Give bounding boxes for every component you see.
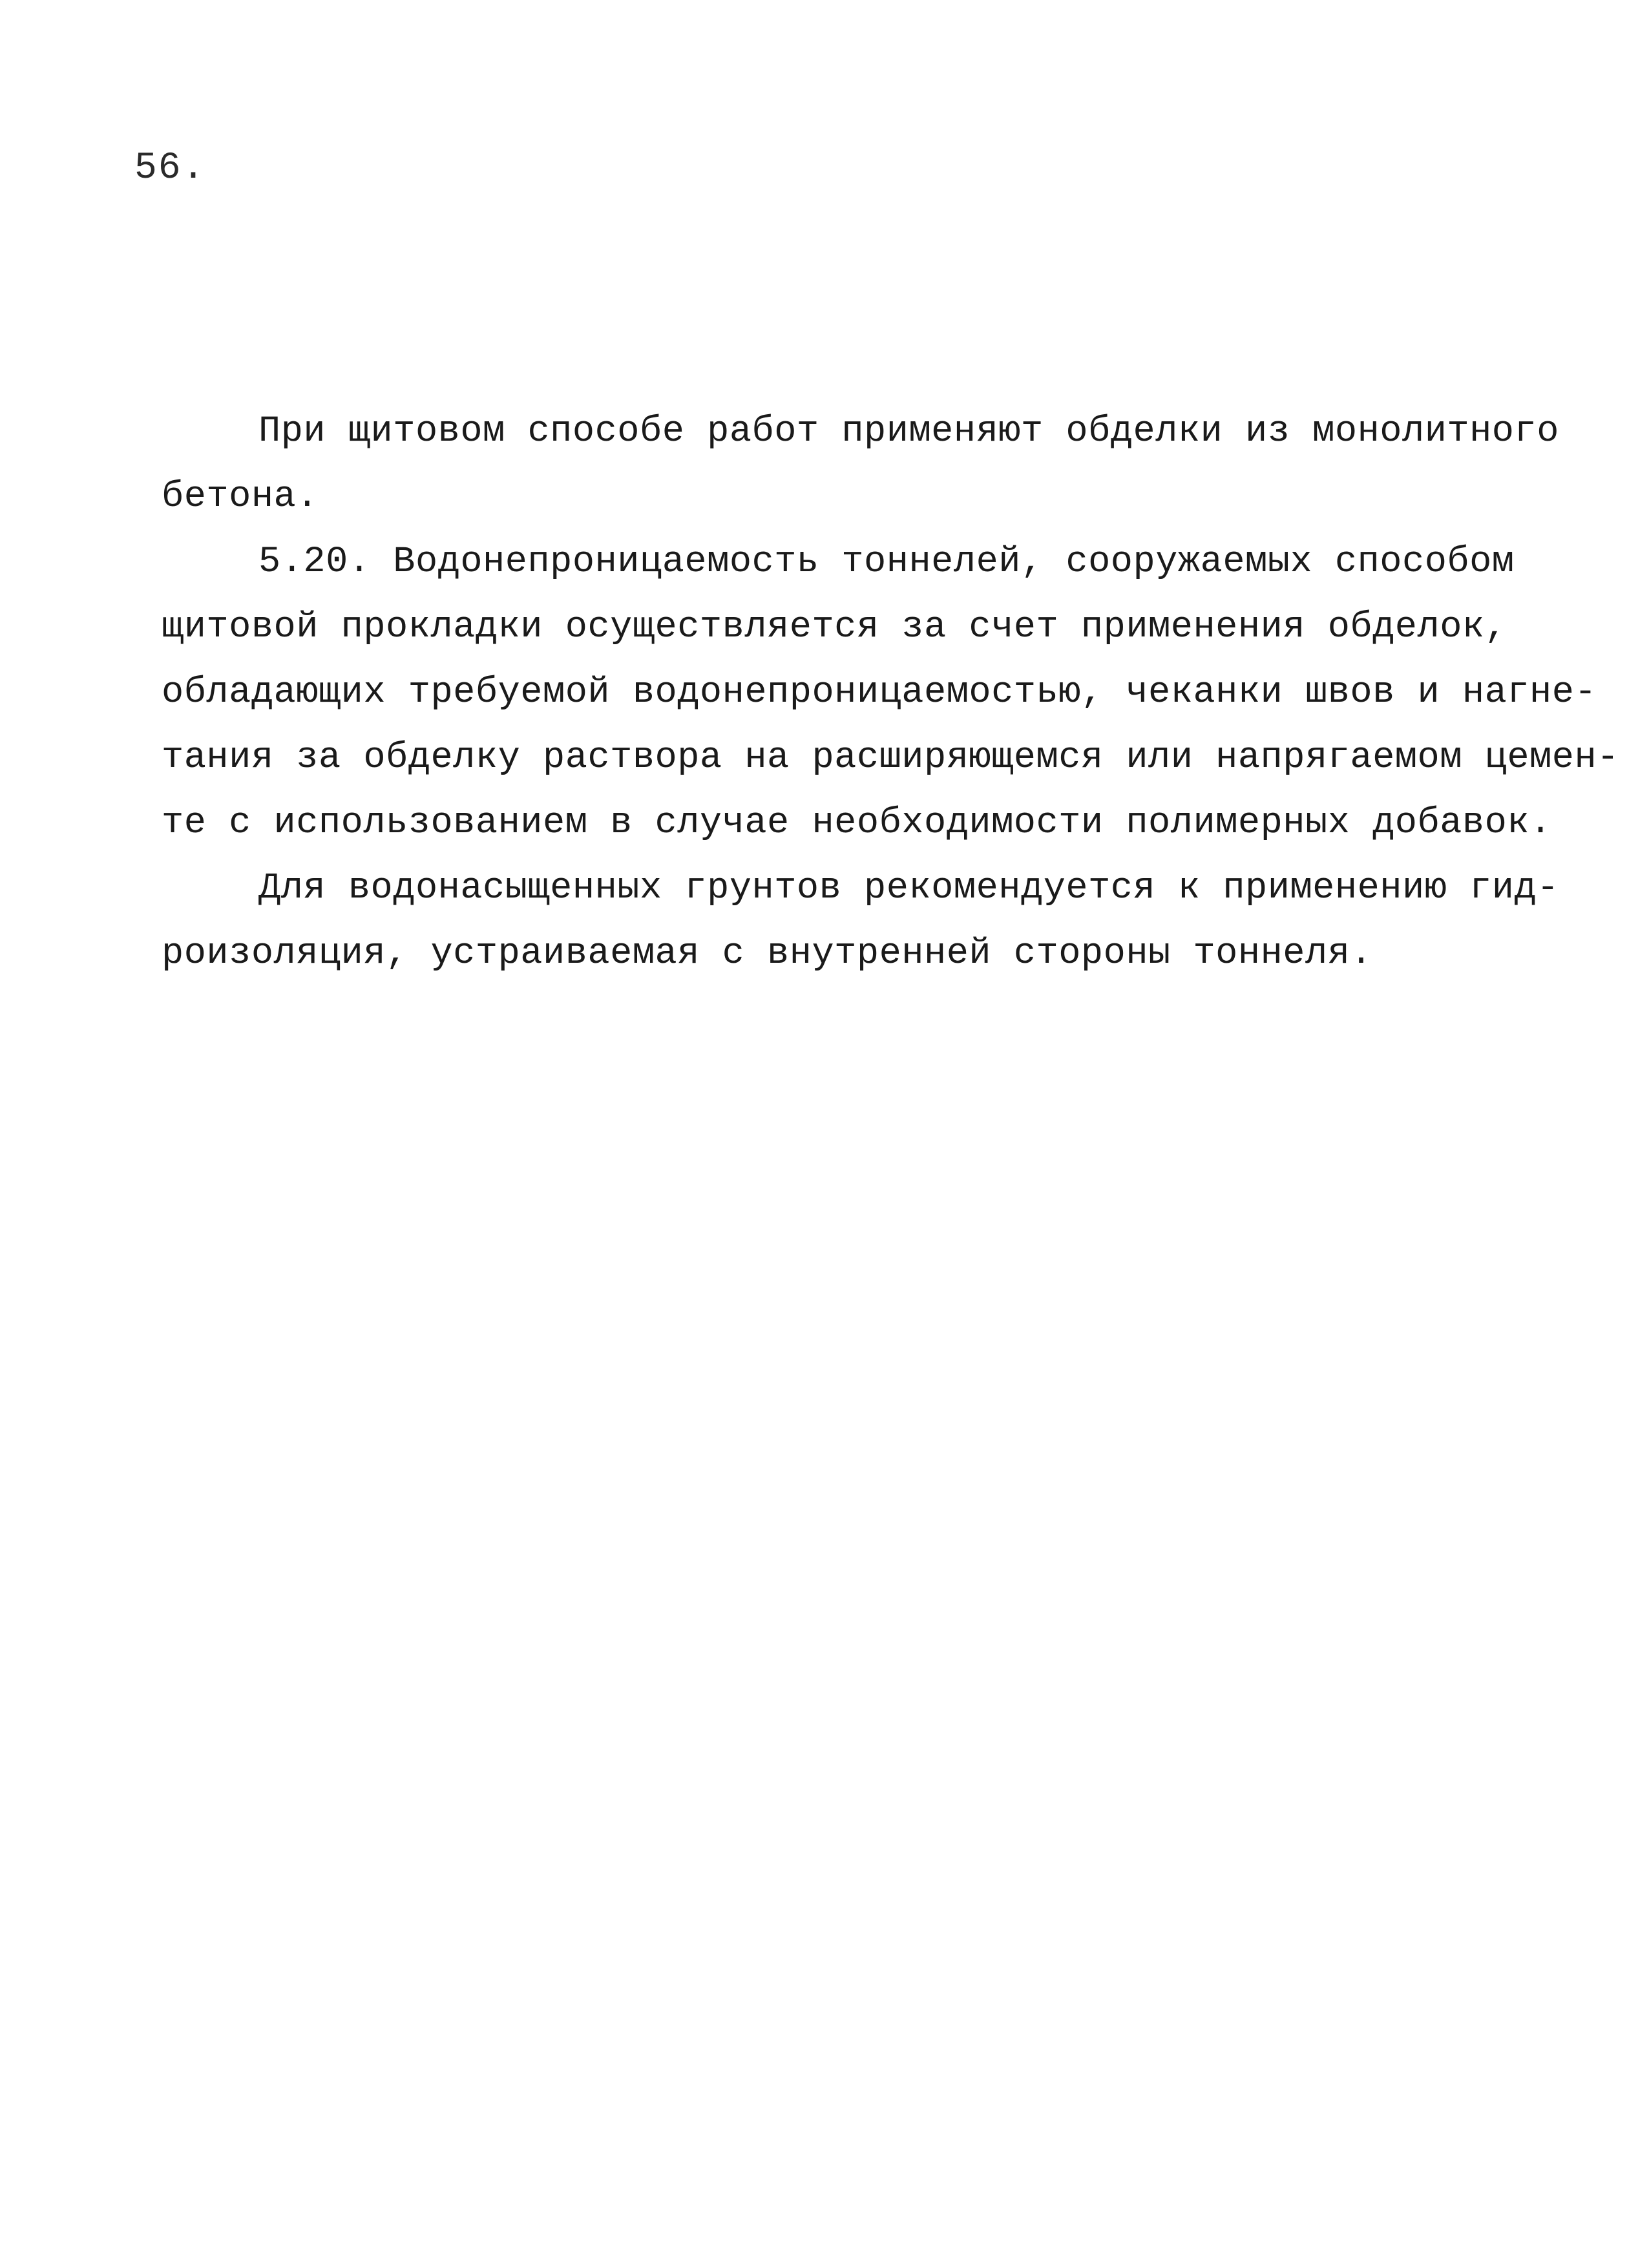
document-body <box>162 399 1619 987</box>
section-5-20-line-4: тания за обделку раствора на расширяющемся или напрягаемом цемен- <box>162 737 1619 779</box>
section-5-20-line-3: обладающих требуемой водонепроницаемостью, чеканки швов и нагне- <box>162 672 1597 713</box>
paragraph-3-line-1: Для водонасыщенных грунтов рекомендуется к применению гид- <box>258 868 1559 909</box>
paragraph-1-line-1: При щитовом способе работ применяют обделки из монолитного <box>258 411 1559 452</box>
page-number: 56. <box>134 147 206 189</box>
section-5-20-line-1: 5.20. Водонепроницаемость тоннелей, сооружаемых способом <box>258 541 1515 583</box>
section-5-20-line-5: те с использованием в случае необходимости полимерных добавок. <box>162 803 1552 844</box>
paragraph-1-line-2: бетона. <box>162 476 319 518</box>
section-5-20-line-2: щитовой прокладки осуществляется за счет применения обделок, <box>162 607 1507 648</box>
paragraph-3-line-2: роизоляция, устраиваемая с внутренней стороны тоннеля. <box>162 933 1373 974</box>
